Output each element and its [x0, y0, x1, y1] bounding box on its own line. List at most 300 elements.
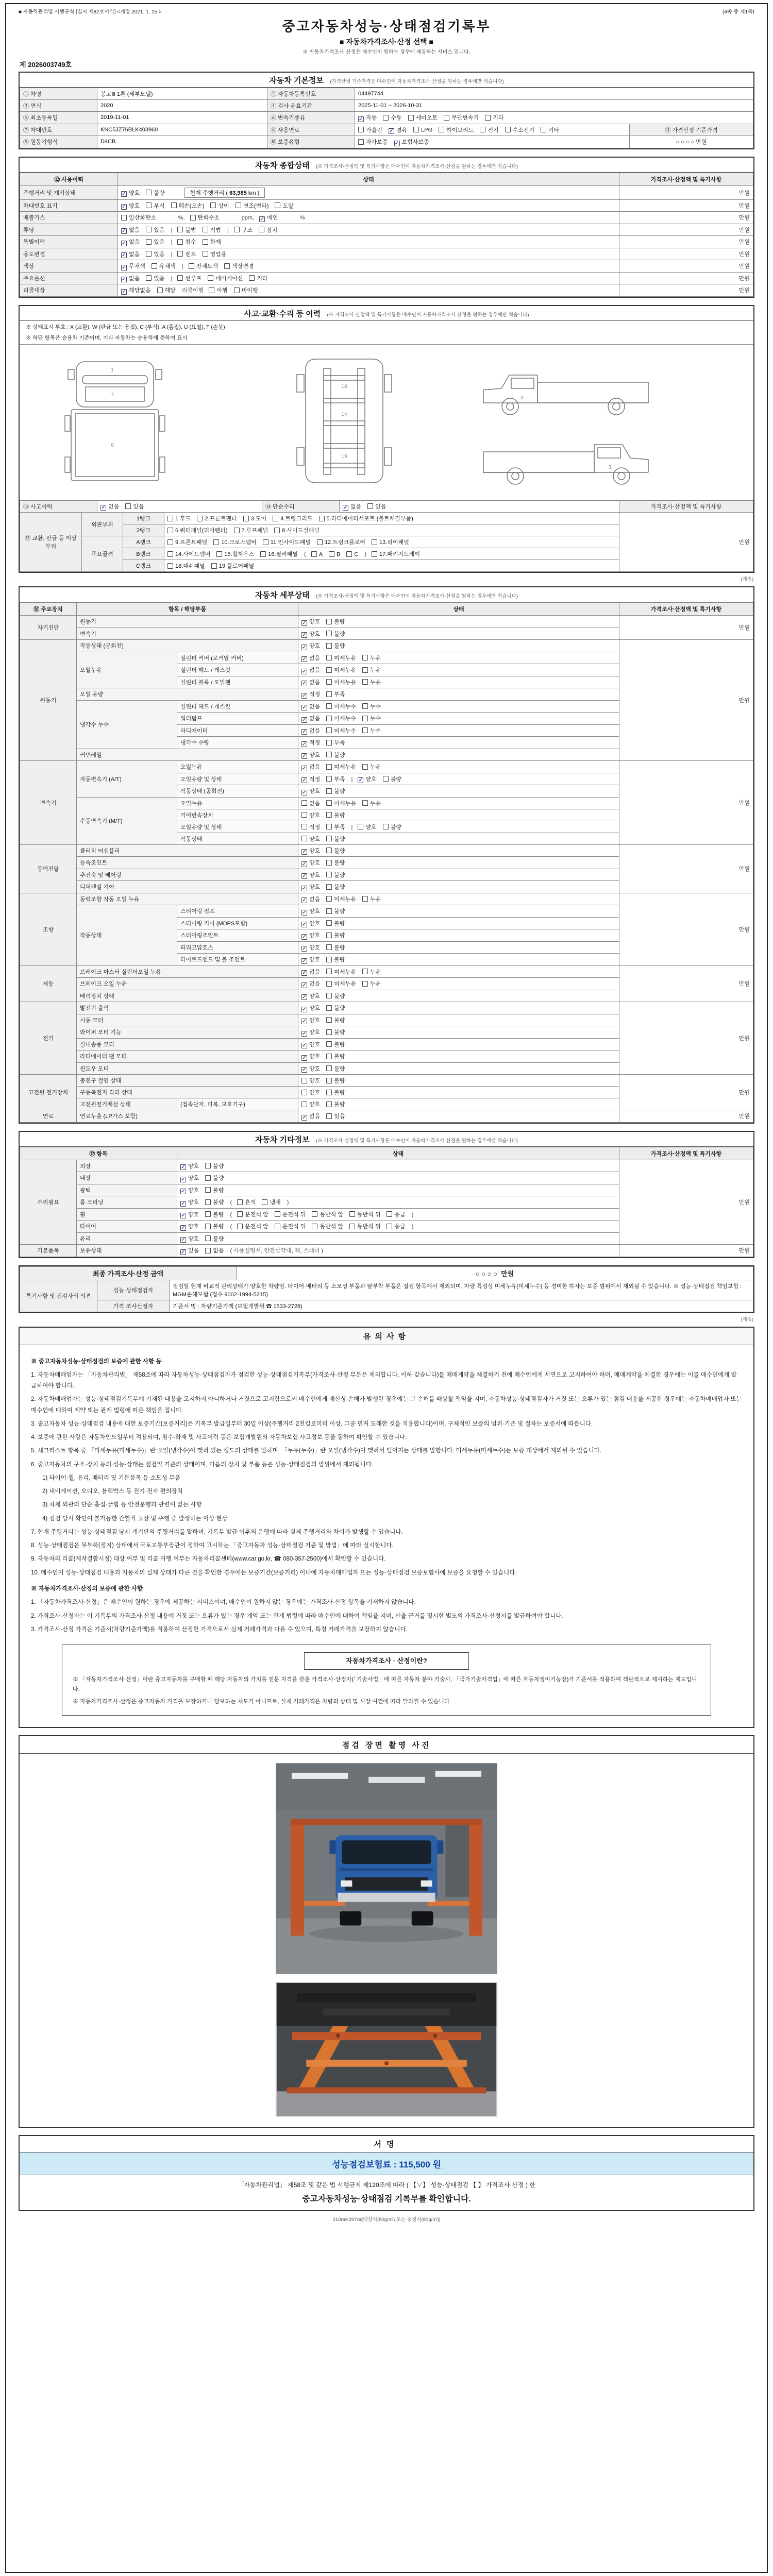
checkbox[interactable] — [208, 275, 213, 281]
checkbox-option[interactable]: 불량 — [205, 1234, 224, 1243]
checkbox-option[interactable]: 있음 — [146, 238, 164, 246]
checkbox-option[interactable]: 불량 — [326, 943, 345, 952]
checkbox[interactable] — [259, 227, 264, 232]
checkbox[interactable] — [326, 788, 332, 794]
checkbox[interactable]: ✓ — [302, 909, 307, 916]
checkbox[interactable] — [237, 1199, 243, 1205]
checkbox-option[interactable]: ✓ 양호 — [302, 1017, 321, 1024]
checkbox-option[interactable]: 불량 — [326, 1052, 345, 1060]
checkbox-option[interactable]: 불량 — [326, 1004, 345, 1012]
checkbox-option[interactable]: ✓ 양호 — [302, 993, 321, 1000]
checkbox-option[interactable]: ✓ 경유 — [389, 127, 408, 134]
checkbox[interactable]: ✓ — [302, 849, 307, 855]
checkbox-option[interactable]: 6.쿼터패널(리어펜더) — [167, 526, 228, 534]
checkbox-option[interactable]: 있음 — [146, 250, 164, 258]
checkbox-option[interactable]: 불량 — [326, 1076, 345, 1084]
checkbox[interactable] — [358, 824, 363, 829]
checkbox[interactable] — [326, 860, 332, 866]
checkbox[interactable] — [234, 528, 240, 533]
checkbox-option[interactable]: 수소전기 — [505, 126, 535, 134]
checkbox[interactable]: ✓ — [122, 252, 126, 258]
checkbox-option[interactable]: 불량 — [326, 1016, 345, 1024]
checkbox[interactable] — [190, 215, 196, 221]
checkbox[interactable] — [326, 957, 332, 962]
checkbox-option[interactable]: 불량 — [326, 641, 345, 650]
checkbox[interactable]: ✓ — [302, 692, 307, 699]
checkbox-option[interactable]: 전기 — [480, 126, 498, 134]
checkbox-option[interactable]: 이행 — [209, 286, 227, 294]
checkbox[interactable] — [146, 202, 152, 208]
checkbox-option[interactable]: 불량 — [205, 1210, 224, 1218]
checkbox-option[interactable]: 미세누수 — [326, 702, 356, 710]
checkbox[interactable] — [372, 551, 377, 557]
checkbox-option[interactable]: 누유 — [362, 895, 381, 903]
checkbox[interactable]: ✓ — [389, 128, 394, 134]
checkbox[interactable] — [383, 776, 389, 782]
checkbox-option[interactable]: 부식 — [146, 201, 164, 210]
checkbox-option[interactable]: 미세누유 — [326, 979, 356, 988]
checkbox[interactable] — [243, 516, 249, 521]
checkbox[interactable] — [301, 836, 307, 841]
checkbox-option[interactable]: ✓ 양호 — [302, 752, 321, 759]
checkbox-option[interactable]: ✓ 양호 — [181, 1211, 199, 1218]
checkbox[interactable] — [362, 667, 368, 673]
checkbox-option[interactable]: 변조(변타) — [236, 201, 269, 210]
checkbox[interactable] — [262, 1199, 267, 1205]
checkbox[interactable]: ✓ — [122, 240, 126, 246]
checkbox[interactable] — [167, 516, 173, 521]
checkbox-option[interactable]: 불량 — [326, 1040, 345, 1048]
checkbox[interactable]: ✓ — [302, 656, 307, 662]
checkbox-option[interactable]: 동반석 뒤 — [349, 1222, 381, 1230]
checkbox-option[interactable]: 불량 — [326, 919, 345, 927]
checkbox-option[interactable]: C — [346, 551, 358, 558]
checkbox[interactable]: ✓ — [302, 934, 307, 940]
checkbox[interactable] — [146, 227, 152, 232]
checkbox-option[interactable]: 불량 — [326, 931, 345, 939]
checkbox-option[interactable]: ✓ 없음 — [302, 981, 321, 988]
checkbox[interactable] — [326, 1029, 332, 1035]
checkbox[interactable] — [211, 563, 217, 569]
checkbox-option[interactable]: 불량 — [326, 835, 345, 843]
checkbox-option[interactable]: 불량 — [383, 823, 401, 831]
checkbox-option[interactable]: ✓ 없음 — [302, 764, 321, 771]
checkbox-option[interactable]: 불량 — [326, 1028, 345, 1036]
checkbox[interactable]: ✓ — [302, 765, 307, 771]
checkbox[interactable] — [386, 1211, 392, 1217]
checkbox[interactable]: ✓ — [302, 1055, 307, 1061]
checkbox[interactable]: ✓ — [302, 970, 307, 976]
checkbox-option[interactable]: 불량 — [205, 1162, 224, 1170]
checkbox-option[interactable]: 있음 — [125, 502, 144, 511]
checkbox-option[interactable]: ✓ 없음 — [302, 1113, 321, 1121]
checkbox[interactable] — [326, 800, 332, 806]
checkbox-option[interactable]: 불량 — [205, 1174, 224, 1182]
checkbox[interactable] — [439, 127, 444, 132]
checkbox-option[interactable]: 없음 — [205, 1246, 224, 1255]
checkbox[interactable]: ✓ — [302, 668, 307, 674]
checkbox[interactable] — [326, 703, 332, 709]
checkbox-option[interactable]: 응급 — [386, 1222, 405, 1230]
checkbox[interactable]: ✓ — [302, 777, 307, 783]
checkbox[interactable] — [167, 528, 173, 533]
checkbox-option[interactable]: ✓ 없음 — [122, 239, 140, 246]
checkbox[interactable]: ✓ — [302, 994, 307, 1000]
checkbox-option[interactable]: 누수 — [362, 714, 381, 722]
checkbox-option[interactable]: 불량 — [326, 871, 345, 879]
checkbox[interactable] — [408, 115, 414, 121]
checkbox-option[interactable]: 불량 — [326, 811, 345, 819]
checkbox[interactable] — [326, 655, 332, 660]
checkbox[interactable]: ✓ — [302, 729, 307, 735]
checkbox-option[interactable]: 침수 — [177, 238, 196, 246]
checkbox-option[interactable]: 양호 — [301, 811, 320, 819]
checkbox[interactable]: ✓ — [181, 1200, 186, 1207]
checkbox-option[interactable]: 18.대쉬패널 — [167, 562, 205, 570]
checkbox[interactable]: ✓ — [302, 897, 307, 903]
checkbox-option[interactable]: 17.패키지트레이 — [372, 550, 420, 558]
checkbox-option[interactable]: 누유 — [362, 654, 381, 662]
checkbox-option[interactable]: ✓ 해당없음 — [122, 287, 151, 295]
checkbox[interactable] — [146, 190, 152, 195]
checkbox[interactable]: ✓ — [122, 289, 126, 295]
checkbox[interactable] — [275, 1211, 280, 1217]
checkbox[interactable] — [205, 1248, 211, 1253]
checkbox[interactable] — [326, 969, 332, 974]
checkbox[interactable] — [383, 824, 389, 829]
checkbox[interactable] — [203, 251, 208, 257]
checkbox[interactable] — [274, 528, 280, 533]
checkbox-option[interactable]: 양호 — [301, 835, 320, 843]
checkbox-option[interactable]: 2.프론트펜더 — [197, 514, 237, 522]
checkbox-option[interactable]: 기타 — [541, 126, 559, 134]
checkbox[interactable]: ✓ — [302, 644, 307, 650]
checkbox-option[interactable]: 썬루프 — [177, 274, 201, 282]
checkbox-option[interactable]: 유채색 — [152, 262, 176, 270]
checkbox-option[interactable]: 부족 — [326, 823, 345, 831]
checkbox-option[interactable]: 구조 — [234, 226, 253, 234]
checkbox[interactable] — [205, 1187, 211, 1193]
checkbox[interactable] — [362, 764, 368, 770]
checkbox[interactable]: ✓ — [181, 1225, 186, 1231]
checkbox-option[interactable]: ✓ 양호 — [302, 920, 321, 927]
checkbox[interactable] — [413, 127, 419, 132]
checkbox[interactable] — [386, 1224, 392, 1229]
checkbox[interactable] — [362, 703, 368, 709]
checkbox[interactable] — [362, 727, 368, 733]
checkbox-option[interactable]: 불량 — [383, 775, 401, 783]
checkbox[interactable] — [216, 551, 222, 557]
checkbox[interactable] — [319, 516, 325, 521]
checkbox-option[interactable]: ✓ 양호 — [358, 776, 377, 783]
checkbox[interactable] — [326, 1113, 332, 1119]
checkbox-option[interactable]: 운전석 앞 — [237, 1210, 268, 1218]
checkbox[interactable]: ✓ — [302, 1030, 307, 1037]
checkbox[interactable] — [326, 1041, 332, 1047]
checkbox-option[interactable]: 15.휠하우스 — [216, 550, 254, 558]
checkbox-option[interactable]: 7.루프패널 — [234, 526, 268, 534]
checkbox-option[interactable]: ✓ 양호 — [122, 190, 140, 197]
checkbox[interactable] — [205, 1224, 211, 1229]
checkbox-option[interactable]: 기타 — [485, 113, 503, 122]
checkbox-option[interactable]: 미이행 — [234, 286, 258, 294]
checkbox[interactable] — [203, 239, 208, 245]
checkbox[interactable] — [209, 287, 214, 293]
checkbox-option[interactable]: 네비게이션 — [208, 274, 243, 282]
checkbox[interactable] — [263, 539, 268, 545]
checkbox[interactable] — [326, 944, 332, 950]
checkbox[interactable]: ✓ — [302, 753, 307, 759]
checkbox-option[interactable]: 하이브리드 — [439, 126, 474, 134]
checkbox[interactable] — [358, 139, 364, 145]
checkbox-option[interactable]: ✓ 없음 — [302, 679, 321, 686]
checkbox[interactable] — [326, 1054, 332, 1059]
checkbox[interactable] — [326, 981, 332, 987]
checkbox[interactable] — [326, 764, 332, 770]
checkbox-option[interactable]: 세미오토 — [408, 113, 438, 122]
checkbox[interactable] — [326, 896, 332, 902]
checkbox-option[interactable]: 있음 — [146, 274, 164, 282]
checkbox[interactable] — [311, 551, 317, 557]
checkbox[interactable]: ✓ — [302, 873, 307, 879]
checkbox[interactable]: ✓ — [181, 1249, 186, 1255]
checkbox[interactable]: ✓ — [181, 1189, 186, 1194]
checkbox[interactable] — [275, 1224, 280, 1229]
checkbox[interactable] — [541, 127, 546, 132]
checkbox[interactable] — [273, 516, 278, 521]
checkbox-option[interactable]: LPG — [413, 127, 432, 133]
checkbox-option[interactable]: ✓ 없음 — [302, 655, 321, 662]
checkbox-option[interactable]: ✓ 양호 — [302, 643, 321, 650]
checkbox-option[interactable]: 불량 — [326, 907, 345, 915]
checkbox[interactable] — [301, 1101, 307, 1107]
checkbox[interactable] — [326, 716, 332, 721]
checkbox[interactable]: ✓ — [181, 1164, 186, 1170]
checkbox-option[interactable]: 냄새 — [262, 1198, 280, 1206]
checkbox-option[interactable]: 5.라디에이터서포트 (볼트체결부품) — [319, 514, 413, 522]
checkbox[interactable] — [152, 263, 157, 269]
checkbox[interactable] — [326, 643, 332, 649]
checkbox[interactable] — [480, 127, 485, 132]
checkbox-option[interactable]: ✓ 없음 — [101, 503, 120, 511]
checkbox-option[interactable]: 색상변경 — [224, 262, 254, 270]
checkbox[interactable] — [349, 1211, 355, 1217]
checkbox-option[interactable]: 11.인사이드패널 — [263, 538, 311, 546]
checkbox-option[interactable]: 일산화탄소 — [121, 213, 156, 222]
checkbox[interactable] — [301, 800, 307, 806]
checkbox-option[interactable]: ✓ 보험사보증 — [394, 139, 429, 146]
checkbox[interactable]: ✓ — [302, 1067, 307, 1073]
checkbox[interactable] — [205, 1211, 211, 1217]
checkbox[interactable]: ✓ — [302, 1043, 307, 1048]
checkbox[interactable] — [326, 679, 332, 685]
checkbox-option[interactable]: 도말 — [275, 201, 293, 210]
checkbox-option[interactable]: 적법 — [203, 226, 221, 234]
checkbox-option[interactable]: 미세누유 — [326, 678, 356, 686]
checkbox-option[interactable]: 운전석 뒤 — [275, 1222, 306, 1230]
checkbox-option[interactable]: 부족 — [326, 738, 345, 747]
checkbox[interactable] — [146, 251, 152, 257]
checkbox[interactable] — [346, 551, 352, 557]
checkbox[interactable] — [326, 908, 332, 914]
checkbox-option[interactable]: 장치 — [259, 226, 277, 234]
checkbox[interactable] — [121, 215, 127, 221]
checkbox-option[interactable]: 10.크로스멤버 — [213, 538, 256, 546]
checkbox[interactable]: ✓ — [181, 1237, 186, 1243]
checkbox[interactable] — [177, 275, 183, 281]
checkbox-option[interactable]: 누유 — [362, 762, 381, 771]
checkbox[interactable] — [177, 239, 183, 245]
checkbox-option[interactable]: 전체도색 — [189, 262, 219, 270]
checkbox-option[interactable]: 불량 — [205, 1222, 224, 1230]
checkbox-option[interactable]: ✓ 양호 — [302, 631, 321, 638]
checkbox-option[interactable]: 누유 — [362, 666, 381, 674]
checkbox[interactable] — [326, 836, 332, 841]
checkbox[interactable]: ✓ — [302, 632, 307, 638]
checkbox[interactable]: ✓ — [302, 681, 307, 686]
checkbox[interactable]: ✓ — [122, 277, 126, 282]
checkbox-option[interactable]: 양호 — [301, 1100, 320, 1108]
checkbox[interactable] — [167, 551, 173, 557]
checkbox-option[interactable]: ✓ 양호 — [302, 933, 321, 940]
checkbox-option[interactable]: ✓ 없음 — [302, 896, 321, 903]
checkbox-option[interactable]: 19.플로어패널 — [211, 562, 254, 570]
checkbox[interactable]: ✓ — [101, 505, 106, 511]
checkbox-option[interactable]: ✓ 양호 — [181, 1235, 199, 1243]
checkbox[interactable]: ✓ — [122, 264, 126, 270]
checkbox[interactable] — [362, 981, 368, 987]
checkbox-option[interactable]: 운전석 뒤 — [275, 1210, 306, 1218]
checkbox[interactable] — [167, 563, 173, 569]
checkbox[interactable]: ✓ — [302, 982, 307, 988]
checkbox[interactable] — [157, 287, 163, 293]
checkbox-option[interactable]: 9.프론트패널 — [167, 538, 207, 546]
checkbox-option[interactable]: ✓ 없음 — [302, 667, 321, 674]
checkbox[interactable]: ✓ — [122, 228, 126, 234]
checkbox[interactable] — [372, 539, 377, 545]
checkbox-option[interactable]: 누수 — [362, 702, 381, 710]
checkbox[interactable] — [301, 824, 307, 829]
checkbox[interactable] — [444, 115, 449, 121]
checkbox[interactable] — [234, 227, 240, 232]
checkbox[interactable]: ✓ — [394, 140, 399, 146]
checkbox-option[interactable]: 양호 — [301, 1076, 320, 1084]
checkbox[interactable] — [326, 920, 332, 926]
checkbox-option[interactable]: 불량 — [326, 1064, 345, 1073]
checkbox[interactable]: ✓ — [181, 1176, 186, 1182]
checkbox-option[interactable]: ✓ 양호 — [302, 619, 321, 626]
checkbox[interactable] — [326, 727, 332, 733]
checkbox[interactable] — [205, 1163, 211, 1168]
checkbox-option[interactable]: 불량 — [205, 1186, 224, 1194]
checkbox[interactable] — [234, 287, 240, 293]
checkbox-option[interactable]: 미세누유 — [326, 895, 356, 903]
checkbox[interactable] — [349, 1224, 355, 1229]
checkbox-option[interactable]: 부족 — [326, 775, 345, 783]
checkbox-option[interactable]: 불량 — [326, 955, 345, 963]
checkbox-option[interactable]: 1.후드 — [167, 514, 191, 522]
checkbox-option[interactable]: 불량 — [326, 751, 345, 759]
checkbox-option[interactable]: 부족 — [326, 690, 345, 698]
checkbox[interactable] — [312, 1224, 317, 1229]
checkbox-option[interactable]: ✓ 양호 — [302, 848, 321, 855]
checkbox[interactable] — [326, 1017, 332, 1023]
checkbox[interactable] — [237, 1211, 243, 1217]
checkbox[interactable] — [205, 1199, 211, 1205]
checkbox-option[interactable]: 가솔린 — [358, 126, 382, 134]
checkbox-option[interactable]: 불법 — [177, 226, 196, 234]
checkbox-option[interactable]: ✓ 없음 — [343, 503, 362, 511]
checkbox[interactable] — [326, 812, 332, 818]
checkbox[interactable] — [236, 202, 241, 208]
checkbox-option[interactable]: 동반석 앞 — [312, 1210, 343, 1218]
checkbox-option[interactable]: 12.트렁크플로어 — [317, 538, 365, 546]
checkbox[interactable]: ✓ — [302, 789, 307, 795]
checkbox-option[interactable]: 불량 — [326, 617, 345, 625]
checkbox[interactable] — [326, 631, 332, 636]
checkbox[interactable] — [189, 263, 194, 269]
checkbox-option[interactable]: ✓ 없음 — [302, 727, 321, 735]
checkbox[interactable] — [146, 239, 152, 245]
checkbox[interactable]: ✓ — [302, 620, 307, 626]
checkbox-option[interactable]: ✓ 양호 — [302, 860, 321, 867]
checkbox[interactable] — [326, 691, 332, 697]
checkbox[interactable] — [326, 1078, 332, 1083]
checkbox-option[interactable]: ✓ 자동 — [359, 115, 377, 122]
checkbox[interactable] — [260, 551, 266, 557]
checkbox-option[interactable]: ✓ 무채색 — [122, 263, 145, 270]
checkbox-option[interactable]: ✓ 양호 — [302, 1054, 321, 1061]
checkbox[interactable] — [326, 1005, 332, 1011]
checkbox[interactable]: ✓ — [302, 922, 307, 927]
checkbox[interactable] — [326, 740, 332, 745]
checkbox-option[interactable]: 훼손(오손) — [171, 201, 205, 210]
checkbox[interactable] — [383, 115, 389, 121]
checkbox[interactable]: ✓ — [260, 216, 264, 222]
checkbox[interactable] — [237, 1224, 243, 1229]
checkbox-option[interactable]: ✓ 없음 — [122, 251, 140, 258]
checkbox-option[interactable]: 미세누수 — [326, 726, 356, 735]
checkbox[interactable] — [326, 776, 332, 782]
checkbox-option[interactable]: 흔적 — [237, 1198, 256, 1206]
checkbox-option[interactable]: 동반석 앞 — [312, 1222, 343, 1230]
checkbox-option[interactable]: 누유 — [362, 678, 381, 686]
checkbox[interactable] — [213, 539, 219, 545]
checkbox[interactable] — [362, 655, 368, 660]
checkbox[interactable] — [205, 1235, 211, 1241]
checkbox-option[interactable]: ✓ 매연 — [260, 215, 278, 222]
checkbox[interactable]: ✓ — [302, 885, 307, 891]
checkbox-option[interactable]: ✓ 없음 — [302, 716, 321, 723]
checkbox[interactable] — [326, 884, 332, 890]
checkbox[interactable] — [326, 1065, 332, 1071]
checkbox[interactable]: ✓ — [358, 777, 363, 783]
checkbox-option[interactable]: 상이 — [210, 201, 229, 210]
checkbox[interactable] — [203, 227, 208, 232]
checkbox[interactable]: ✓ — [302, 1114, 307, 1121]
checkbox[interactable] — [326, 933, 332, 938]
checkbox-option[interactable]: ✓ 양호 — [302, 1029, 321, 1037]
checkbox-option[interactable]: 누유 — [362, 968, 381, 976]
checkbox[interactable] — [329, 551, 334, 557]
checkbox-option[interactable]: 불량 — [146, 189, 164, 197]
checkbox[interactable] — [358, 127, 364, 132]
checkbox-option[interactable]: 미세누유 — [326, 666, 356, 674]
checkbox-option[interactable]: 미세누유 — [326, 799, 356, 807]
checkbox[interactable] — [326, 667, 332, 673]
checkbox-option[interactable]: 기타 — [249, 274, 267, 282]
checkbox-option[interactable]: ✓ 양호 — [302, 884, 321, 891]
